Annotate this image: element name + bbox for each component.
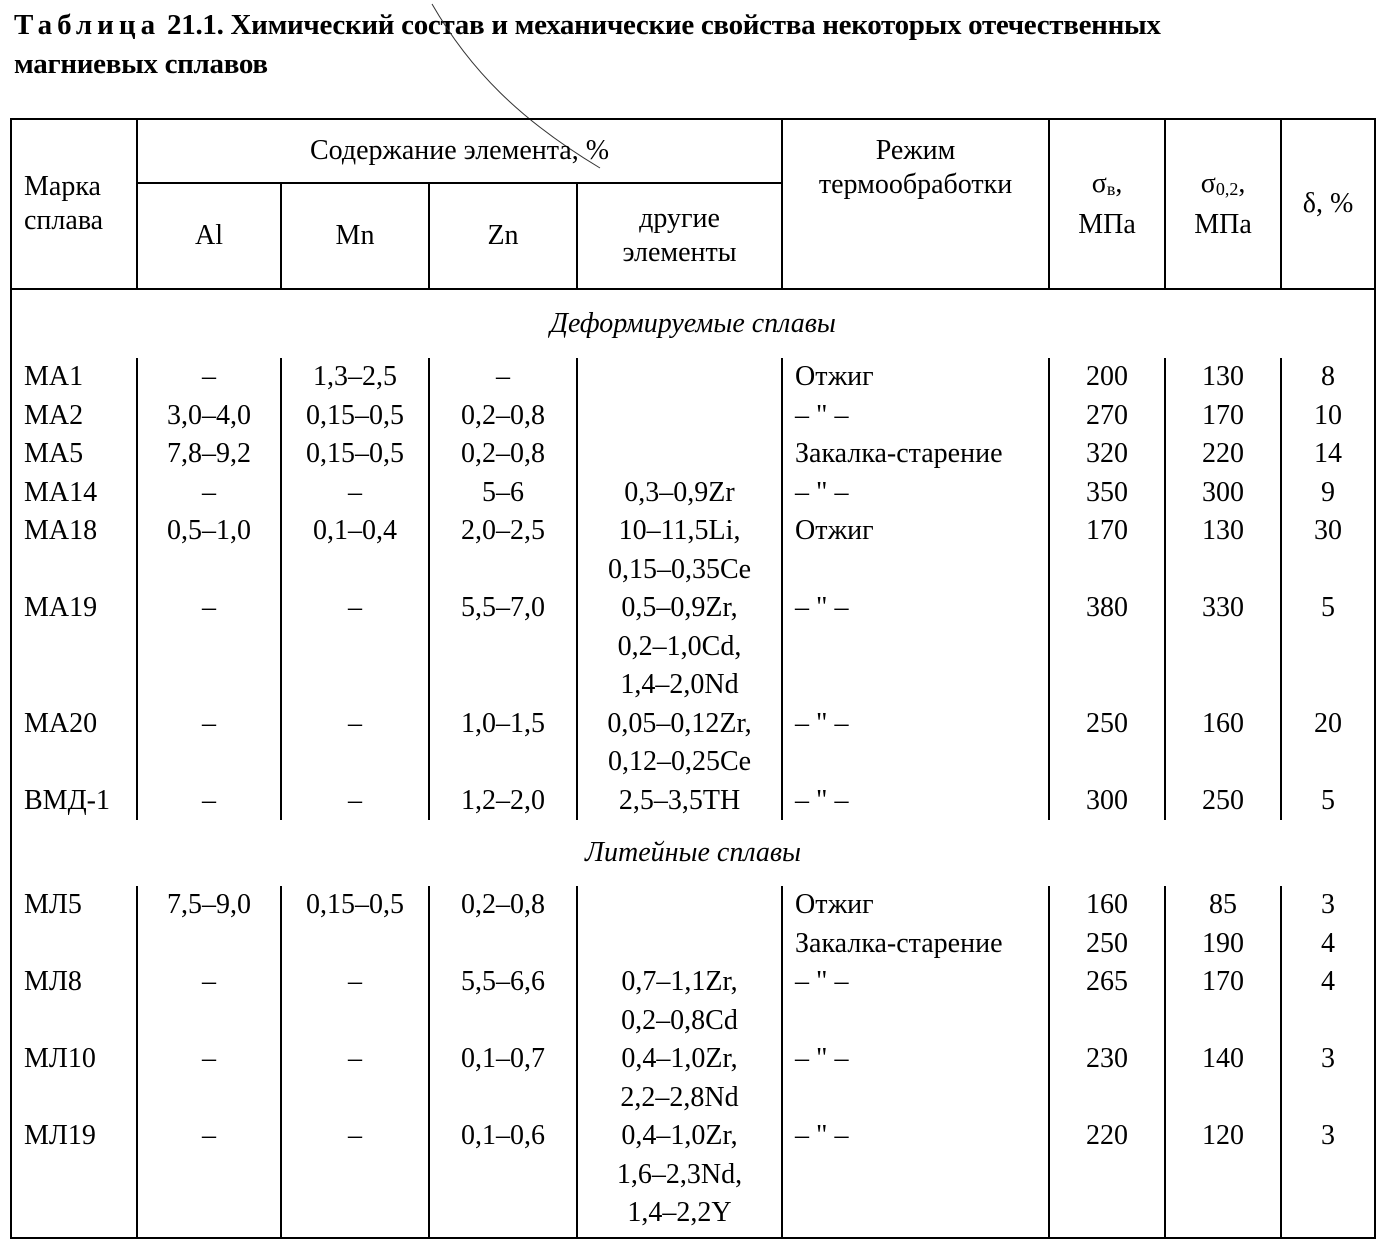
sigma-b-symbol: σ xyxy=(1091,167,1107,199)
cell-line: 270 xyxy=(1086,399,1129,431)
cell-line: 0,1–0,7 xyxy=(461,1043,545,1074)
cell-line: 130 xyxy=(1202,515,1245,546)
cell-line: МА1 xyxy=(24,361,84,392)
cell-line: 0,7–1,1Zr, xyxy=(621,966,738,997)
cell-mn xyxy=(281,782,429,821)
cell-line: 85 xyxy=(1209,889,1238,920)
cell-line: 7,8–9,2 xyxy=(167,438,251,469)
cell-line: МА5 xyxy=(24,438,84,469)
cell-al xyxy=(137,963,281,1040)
cell-sb xyxy=(1049,397,1165,436)
cell-mn xyxy=(281,1040,429,1117)
cell-line: Отжиг xyxy=(795,361,874,392)
cell-line: – xyxy=(202,361,216,392)
cell-mode xyxy=(782,397,1049,436)
sigma-02-sub: 0,2 xyxy=(1215,178,1239,199)
cell-line: 250 xyxy=(1086,707,1129,739)
cell-zn xyxy=(429,474,577,513)
cell-line: 140 xyxy=(1202,1043,1245,1074)
table-header xyxy=(11,119,1375,289)
table-row xyxy=(11,705,1375,782)
cell-mode xyxy=(782,705,1049,782)
cell-line: 300 xyxy=(1202,476,1245,508)
cell-line: – xyxy=(202,784,216,816)
cell-line: 0,2–0,8Cd xyxy=(621,1004,738,1036)
cell-line: – " – xyxy=(795,592,849,623)
table-caption xyxy=(14,6,1374,84)
cell-line: 160 xyxy=(1202,707,1245,739)
cell-line: – " – xyxy=(795,476,849,508)
header-content-group: Содержание элемента, % xyxy=(137,119,782,183)
table-row xyxy=(11,397,1375,436)
cell-line: МА14 xyxy=(24,476,98,508)
cell-line: – xyxy=(348,784,362,816)
cell-al xyxy=(137,474,281,513)
cell-zn xyxy=(429,705,577,782)
cell-sb xyxy=(1049,474,1165,513)
cell-line: Закалка-старение xyxy=(795,438,1003,469)
cell-mode xyxy=(782,474,1049,513)
cell-line: 2,0–2,5 xyxy=(461,515,545,546)
sigma-b-sub: в xyxy=(1106,178,1116,199)
caption-label: Таблица xyxy=(14,9,161,41)
cell-other xyxy=(577,512,782,589)
cell-line: МЛ5 xyxy=(24,889,82,920)
cell-grade xyxy=(11,886,137,963)
cell-line: 5–6 xyxy=(482,476,524,508)
header-mode-line1: Режим xyxy=(875,135,956,166)
cell-line: 2,2–2,8Nd xyxy=(620,1081,739,1113)
cell-mode xyxy=(782,358,1049,397)
cell-line: 200 xyxy=(1086,361,1129,392)
cell-line: – xyxy=(348,476,362,508)
cell-mode xyxy=(782,1040,1049,1117)
cell-line: 1,4–2,0Nd xyxy=(620,669,739,700)
cell-sb xyxy=(1049,1040,1165,1117)
cell-line: МА2 xyxy=(24,399,84,431)
cell-line: 5 xyxy=(1321,592,1336,623)
table-row xyxy=(11,963,1375,1040)
caption-title-line2: магниевых сплавов xyxy=(14,48,268,80)
cell-d xyxy=(1281,963,1375,1040)
cell-mode xyxy=(782,435,1049,474)
header-sigma-b xyxy=(1049,119,1165,289)
sigma-02-unit: МПа xyxy=(1194,208,1252,240)
table-body xyxy=(11,289,1375,1238)
cell-line: 5 xyxy=(1321,784,1336,816)
cell-other xyxy=(577,886,782,963)
cell-grade xyxy=(11,705,137,782)
cell-d xyxy=(1281,705,1375,782)
cell-mn xyxy=(281,358,429,397)
cell-line: 0,1–0,6 xyxy=(461,1120,545,1151)
sigma-02-suffix: , xyxy=(1238,167,1246,199)
cell-line: – xyxy=(202,1043,216,1074)
header-other xyxy=(577,183,782,289)
header-mn: Mn xyxy=(281,183,429,289)
sigma-b-unit: МПа xyxy=(1078,208,1136,240)
cell-sb xyxy=(1049,358,1165,397)
cell-line: 0,05–0,12Zr, xyxy=(607,707,752,739)
cell-mode xyxy=(782,963,1049,1040)
cell-other xyxy=(577,1117,782,1238)
cell-mn xyxy=(281,435,429,474)
cell-line: МА19 xyxy=(24,592,98,623)
cell-line: Отжиг xyxy=(795,515,874,546)
cell-mode xyxy=(782,512,1049,589)
cell-line: 0,4–1,0Zr, xyxy=(621,1043,738,1074)
cell-line: 0,15–0,5 xyxy=(306,399,404,431)
cell-line: 0,15–0,5 xyxy=(306,438,404,469)
cell-line: 1,3–2,5 xyxy=(313,361,397,392)
alloys-table xyxy=(10,118,1376,1239)
cell-line: ВМД-1 xyxy=(24,784,110,816)
cell-d xyxy=(1281,1040,1375,1117)
cell-grade xyxy=(11,1040,137,1117)
cell-line: 1,6–2,3Nd, xyxy=(616,1158,743,1190)
cell-sb xyxy=(1049,705,1165,782)
cell-line: 0,5–1,0 xyxy=(167,515,251,546)
cell-line: – xyxy=(202,592,216,623)
cell-line: 130 xyxy=(1202,361,1245,392)
cell-line: 170 xyxy=(1202,399,1245,431)
table-row xyxy=(11,512,1375,589)
table-row xyxy=(11,782,1375,821)
cell-mode xyxy=(782,886,1049,963)
cell-line: МЛ19 xyxy=(24,1120,96,1151)
cell-d xyxy=(1281,1117,1375,1238)
cell-line: 320 xyxy=(1086,438,1129,469)
cell-s02 xyxy=(1165,474,1281,513)
cell-sb xyxy=(1049,512,1165,589)
cell-line: – " – xyxy=(795,1120,849,1151)
cell-line: 230 xyxy=(1086,1043,1129,1074)
cell-d xyxy=(1281,397,1375,436)
cell-line: МА18 xyxy=(24,515,98,546)
cell-line: 10–11,5Li, xyxy=(618,515,741,546)
sigma-b-suffix: , xyxy=(1115,167,1123,199)
header-other-line1: другие xyxy=(639,203,720,234)
header-other-line2: элементы xyxy=(622,237,737,268)
cell-zn xyxy=(429,782,577,821)
sigma-02-symbol: σ xyxy=(1200,167,1216,199)
cell-other xyxy=(577,705,782,782)
cell-line: Закалка-старение xyxy=(795,927,1003,959)
cell-line: 9 xyxy=(1321,476,1336,508)
cell-s02 xyxy=(1165,1040,1281,1117)
cell-al xyxy=(137,1040,281,1117)
header-delta: δ, % xyxy=(1281,119,1375,289)
cell-line: 0,3–0,9Zr xyxy=(624,476,735,508)
cell-line: 170 xyxy=(1086,515,1129,546)
cell-sb xyxy=(1049,782,1165,821)
section-row xyxy=(11,820,1375,886)
cell-line: – xyxy=(496,361,510,392)
cell-other xyxy=(577,474,782,513)
cell-other xyxy=(577,963,782,1040)
cell-zn xyxy=(429,512,577,589)
cell-line: 1,2–2,0 xyxy=(461,784,545,816)
cell-mode xyxy=(782,1117,1049,1238)
cell-line: 380 xyxy=(1086,592,1129,623)
cell-line: 3 xyxy=(1321,889,1336,920)
cell-line: 14 xyxy=(1314,438,1343,469)
cell-line: 0,15–0,5 xyxy=(306,889,404,920)
cell-line: 0,12–0,25Ce xyxy=(607,746,752,777)
cell-mn xyxy=(281,397,429,436)
cell-s02 xyxy=(1165,782,1281,821)
cell-line: 0,2–1,0Cd, xyxy=(617,630,742,662)
cell-line: 350 xyxy=(1086,476,1129,508)
cell-line: 10 xyxy=(1314,399,1343,431)
cell-mn xyxy=(281,705,429,782)
cell-al xyxy=(137,1117,281,1238)
cell-line: – " – xyxy=(795,784,849,816)
cell-zn xyxy=(429,886,577,963)
cell-line: 20 xyxy=(1314,707,1343,739)
cell-sb xyxy=(1049,886,1165,963)
cell-line: МЛ10 xyxy=(24,1043,96,1074)
cell-line: – xyxy=(202,476,216,508)
cell-line: МЛ8 xyxy=(24,966,82,997)
cell-s02 xyxy=(1165,705,1281,782)
cell-zn xyxy=(429,397,577,436)
cell-mn xyxy=(281,963,429,1040)
cell-s02 xyxy=(1165,886,1281,963)
cell-other xyxy=(577,397,782,436)
cell-line: 190 xyxy=(1202,927,1245,959)
cell-grade xyxy=(11,589,137,705)
cell-line: – xyxy=(348,707,362,739)
table-row xyxy=(11,1117,1375,1238)
cell-d xyxy=(1281,886,1375,963)
cell-line: 1,0–1,5 xyxy=(461,707,545,739)
cell-line: 120 xyxy=(1202,1120,1245,1151)
cell-al xyxy=(137,705,281,782)
header-sigma-02 xyxy=(1165,119,1281,289)
cell-other xyxy=(577,435,782,474)
cell-other xyxy=(577,782,782,821)
cell-line: МА20 xyxy=(24,707,98,739)
cell-grade xyxy=(11,474,137,513)
cell-line: – xyxy=(202,1120,216,1151)
cell-line: 330 xyxy=(1202,592,1245,623)
cell-line: – " – xyxy=(795,966,849,997)
cell-zn xyxy=(429,589,577,705)
cell-line: 0,2–0,8 xyxy=(461,889,545,920)
cell-line: – " – xyxy=(795,707,849,739)
cell-line: – xyxy=(202,966,216,997)
table-row xyxy=(11,358,1375,397)
cell-grade xyxy=(11,512,137,589)
cell-al xyxy=(137,435,281,474)
cell-s02 xyxy=(1165,1117,1281,1238)
cell-al xyxy=(137,782,281,821)
cell-line: 3,0–4,0 xyxy=(167,399,251,431)
cell-line: 4 xyxy=(1321,927,1336,959)
cell-zn xyxy=(429,358,577,397)
cell-line: 0,15–0,35Ce xyxy=(607,553,752,585)
header-al: Al xyxy=(137,183,281,289)
cell-mn xyxy=(281,512,429,589)
cell-line: 2,5–3,5TH xyxy=(618,784,741,816)
cell-line: – xyxy=(348,1043,362,1074)
cell-mn xyxy=(281,589,429,705)
table-row xyxy=(11,886,1375,963)
section-title: Литейные сплавы xyxy=(585,837,802,868)
cell-line: 300 xyxy=(1086,784,1129,816)
cell-line: 250 xyxy=(1086,927,1129,959)
cell-zn xyxy=(429,1117,577,1238)
cell-line: – xyxy=(348,1120,362,1151)
cell-zn xyxy=(429,435,577,474)
caption-number: 21.1. xyxy=(167,9,224,41)
cell-mode xyxy=(782,782,1049,821)
cell-sb xyxy=(1049,589,1165,705)
cell-mn xyxy=(281,886,429,963)
section-title: Деформируемые сплавы xyxy=(550,308,836,339)
cell-grade xyxy=(11,435,137,474)
cell-al xyxy=(137,512,281,589)
cell-line: 220 xyxy=(1086,1120,1129,1151)
header-grade-line2: сплава xyxy=(24,205,104,236)
cell-mn xyxy=(281,474,429,513)
cell-al xyxy=(137,589,281,705)
header-grade xyxy=(11,119,137,289)
cell-line: – " – xyxy=(795,1043,849,1074)
cell-d xyxy=(1281,435,1375,474)
cell-zn xyxy=(429,963,577,1040)
cell-d xyxy=(1281,474,1375,513)
cell-al xyxy=(137,397,281,436)
cell-other xyxy=(577,589,782,705)
cell-s02 xyxy=(1165,435,1281,474)
header-mode-line2: термообработки xyxy=(818,169,1013,200)
cell-line: 3 xyxy=(1321,1120,1336,1151)
cell-line: 8 xyxy=(1321,361,1336,392)
cell-line: – xyxy=(348,592,362,623)
cell-grade xyxy=(11,782,137,821)
header-mode xyxy=(782,119,1049,289)
cell-line: 0,5–0,9Zr, xyxy=(621,592,738,623)
cell-grade xyxy=(11,397,137,436)
cell-line: 170 xyxy=(1202,966,1245,997)
cell-line: 160 xyxy=(1086,889,1129,920)
header-zn: Zn xyxy=(429,183,577,289)
cell-line: 250 xyxy=(1202,784,1245,816)
cell-d xyxy=(1281,512,1375,589)
cell-mode xyxy=(782,589,1049,705)
cell-other xyxy=(577,1040,782,1117)
cell-line: – xyxy=(202,707,216,739)
cell-line: 1,4–2,2Y xyxy=(627,1197,732,1228)
cell-line: 3 xyxy=(1321,1043,1336,1074)
cell-line: 220 xyxy=(1202,438,1245,469)
cell-s02 xyxy=(1165,589,1281,705)
cell-line: 0,2–0,8 xyxy=(461,438,545,469)
cell-d xyxy=(1281,358,1375,397)
caption-title-line1: Химический состав и механические свойства некоторых отечественных xyxy=(230,9,1161,41)
cell-sb xyxy=(1049,1117,1165,1238)
cell-s02 xyxy=(1165,963,1281,1040)
cell-line: Отжиг xyxy=(795,889,874,920)
cell-line: 7,5–9,0 xyxy=(167,889,251,920)
cell-mn xyxy=(281,1117,429,1238)
cell-line: 5,5–7,0 xyxy=(461,592,545,623)
cell-sb xyxy=(1049,963,1165,1040)
cell-s02 xyxy=(1165,397,1281,436)
cell-line: 265 xyxy=(1086,966,1129,997)
cell-grade xyxy=(11,963,137,1040)
cell-line: 30 xyxy=(1314,515,1343,546)
table-row xyxy=(11,589,1375,705)
cell-grade xyxy=(11,1117,137,1238)
cell-grade xyxy=(11,358,137,397)
cell-s02 xyxy=(1165,512,1281,589)
cell-line: – xyxy=(348,966,362,997)
cell-line: 0,4–1,0Zr, xyxy=(621,1120,738,1151)
cell-al xyxy=(137,358,281,397)
cell-line: 5,5–6,6 xyxy=(461,966,545,997)
table-row xyxy=(11,1040,1375,1117)
cell-line: 0,2–0,8 xyxy=(461,399,545,431)
cell-sb xyxy=(1049,435,1165,474)
section-row xyxy=(11,289,1375,358)
table-row xyxy=(11,474,1375,513)
cell-d xyxy=(1281,589,1375,705)
cell-line: 4 xyxy=(1321,966,1336,997)
cell-line: 0,1–0,4 xyxy=(313,515,397,546)
table-row xyxy=(11,435,1375,474)
header-grade-line1: Марка xyxy=(24,171,101,202)
cell-other xyxy=(577,358,782,397)
cell-d xyxy=(1281,782,1375,821)
cell-al xyxy=(137,886,281,963)
cell-s02 xyxy=(1165,358,1281,397)
cell-zn xyxy=(429,1040,577,1117)
cell-line: – " – xyxy=(795,399,849,431)
